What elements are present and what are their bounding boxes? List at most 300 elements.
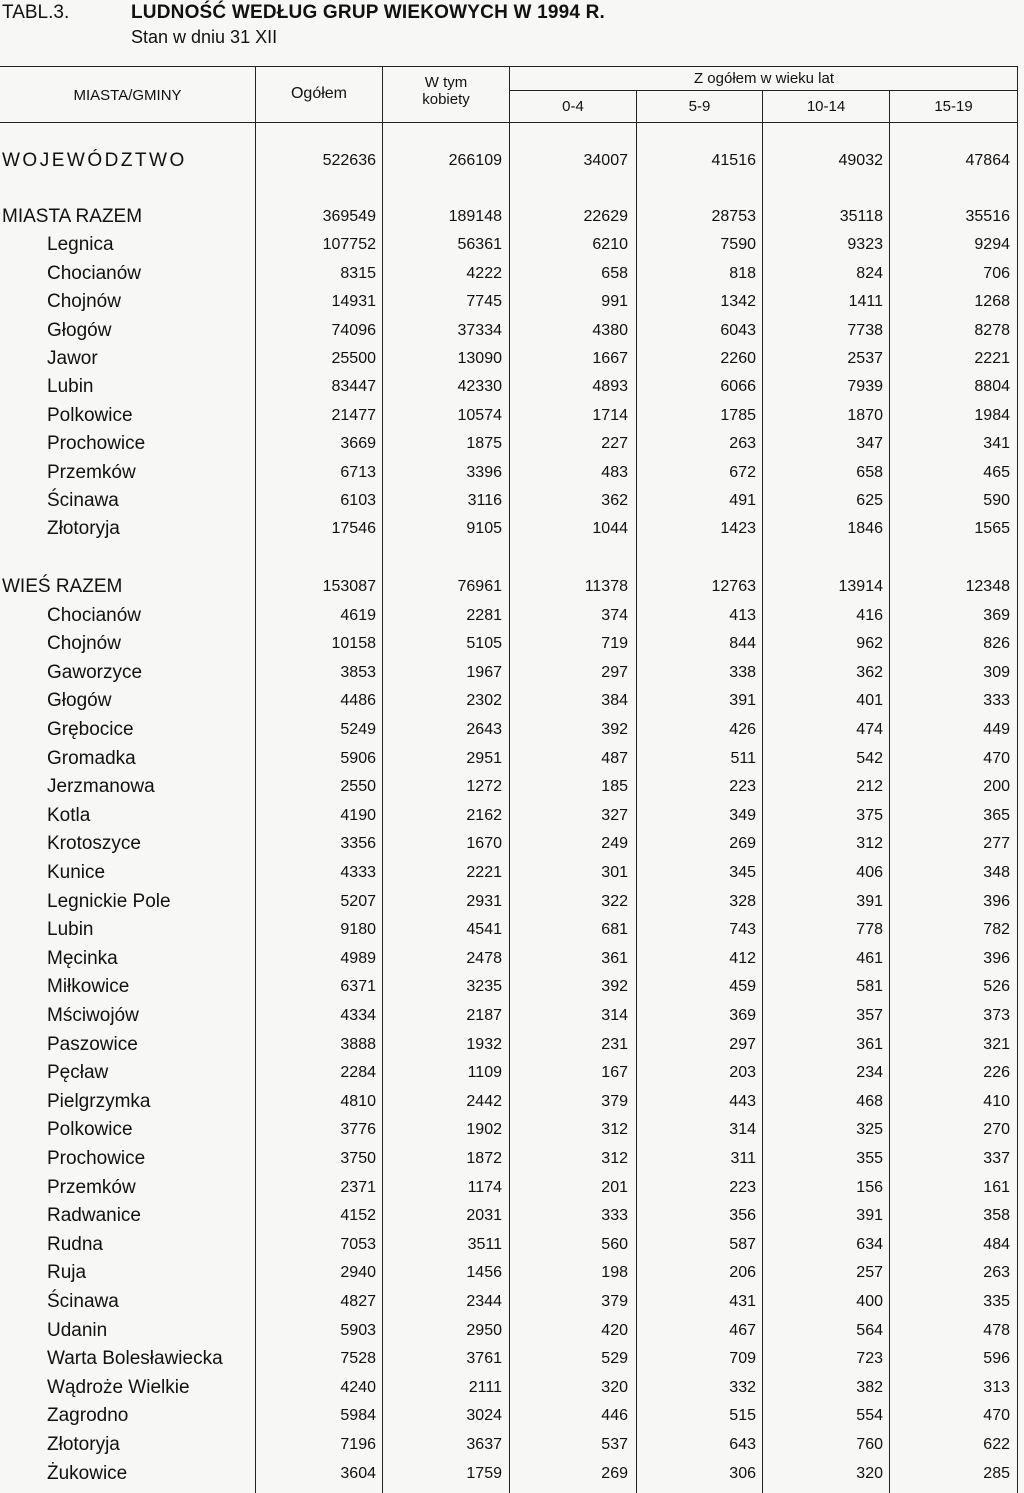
row-value: 384 [601,692,628,710]
row-value: 47864 [965,152,1010,169]
row-value: 7590 [720,236,756,254]
header-age-5-9: 5-9 [688,98,711,115]
row-value: 312 [601,1121,628,1139]
row-value: 491 [729,492,756,509]
row-value: 590 [983,492,1010,509]
row-value: 581 [856,978,883,996]
row-name: Pielgrzymka [47,1090,151,1112]
table-row [0,1117,1018,1145]
row-value: 335 [983,1293,1010,1310]
row-value: 529 [601,1350,628,1368]
row-value: 320 [856,1464,883,1482]
row-value: 2284 [340,1064,376,1082]
row-value: 200 [983,778,1010,796]
table-row [0,1461,1018,1489]
row-value: 4893 [592,378,628,396]
row-value: 355 [856,1150,883,1167]
row-value: 391 [729,692,756,710]
row-value: 379 [601,1293,628,1310]
row-value: 37334 [457,321,502,339]
row-value: 223 [729,1178,756,1196]
row-value: 413 [729,606,756,624]
row-name: Złotoryja [47,518,120,540]
row-value: 25500 [331,350,376,367]
row-value: 21477 [331,406,376,424]
row-name: Prochowice [47,433,146,455]
row-name: Lubin [47,376,94,398]
row-value: 1875 [466,435,502,453]
table-row [0,917,1018,945]
row-value: 4380 [592,321,628,339]
row-value: 185 [601,778,628,796]
row-value: 449 [983,721,1010,738]
row-value: 824 [856,264,883,282]
row-value: 634 [856,1235,883,1253]
table-row [0,774,1018,802]
row-value: 3356 [340,835,376,853]
table-row [0,1432,1018,1460]
row-value: 13090 [457,350,502,367]
row-value: 2537 [847,350,883,367]
row-value: 484 [983,1235,1010,1253]
row-value: 2950 [466,1321,502,1339]
row-name: Radwanice [47,1205,141,1227]
row-value: 1714 [592,406,628,424]
table-row [0,1032,1018,1060]
row-value: 743 [729,921,756,939]
row-value: 189148 [448,208,502,225]
row-value: 643 [729,1436,756,1453]
row-value: 4810 [340,1092,376,1110]
row-value: 1423 [720,520,756,538]
row-value: 9180 [340,921,376,939]
row-value: 2371 [340,1178,376,1196]
row-value: 2344 [466,1293,502,1310]
row-value: 426 [729,721,756,738]
row-value: 1932 [466,1035,502,1053]
row-value: 349 [729,806,756,824]
row-value: 7738 [847,321,883,339]
row-name: Jawor [47,348,98,369]
row-value: 844 [729,635,756,653]
row-value: 277 [983,835,1010,853]
table-total-row [0,148,1018,176]
row-value: 9294 [974,236,1010,254]
table-row [0,803,1018,831]
row-value: 357 [856,1007,883,1024]
row-value: 306 [729,1464,756,1482]
row-value: 470 [983,749,1010,767]
row-value: 297 [601,663,628,681]
row-name: Męcinka [47,947,118,969]
row-value: 156 [856,1178,883,1196]
header-age-0-4: 0-4 [562,98,584,115]
row-value: 1411 [848,293,883,311]
table-row [0,631,1018,659]
row-value: 392 [601,721,628,738]
row-value: 3396 [466,463,502,481]
header-women: W tym kobiety [422,74,470,108]
row-value: 2442 [466,1092,502,1110]
row-value: 511 [730,749,756,767]
row-value: 382 [856,1378,883,1396]
row-value: 42330 [457,378,502,396]
row-name: Polkowice [47,1119,133,1141]
row-name: Jerzmanowa [47,776,155,798]
row-value: 3637 [466,1436,502,1453]
row-value: 361 [601,949,628,967]
header-name: MIASTA/GMINY [73,87,182,104]
row-value: 107752 [322,236,376,254]
row-value: 17546 [331,520,376,538]
row-value: 658 [601,264,628,282]
row-name: Gromadka [47,747,136,769]
row-name: Lubin [47,919,94,941]
row-value: 1872 [466,1150,502,1167]
row-value: 5903 [340,1321,376,1339]
row-name: Żukowice [47,1462,128,1484]
row-value: 74096 [331,321,376,339]
row-value: 1670 [466,835,502,853]
row-value: 269 [729,835,756,853]
row-value: 356 [729,1207,756,1225]
row-value: 14931 [331,293,376,311]
table-row [0,403,1018,431]
row-value: 587 [729,1235,756,1253]
row-value: 4222 [466,264,502,282]
row-value: 373 [983,1007,1010,1024]
row-value: 1902 [466,1121,502,1139]
row-value: 312 [856,835,883,853]
row-value: 4334 [340,1007,376,1024]
row-value: 5105 [466,635,502,653]
row-value: 227 [601,435,628,453]
row-value: 478 [983,1321,1010,1339]
row-value: 369549 [322,208,376,225]
row-value: 554 [856,1407,883,1425]
table-row [0,1403,1018,1431]
row-value: 7196 [340,1436,376,1453]
row-value: 1870 [847,406,883,424]
row-value: 309 [983,663,1010,681]
row-value: 257 [856,1264,883,1282]
row-value: 263 [983,1264,1010,1282]
row-name: Pęcław [47,1062,109,1084]
table-row [0,516,1018,544]
row-name: Warta Bolesławiecka [47,1348,223,1370]
table-total-row [0,574,1018,602]
row-name: Rudna [47,1233,103,1255]
table-number: TABL.3. [2,2,70,23]
row-value: 12348 [965,578,1010,595]
table-subtitle: Stan w dniu 31 XII [131,27,278,47]
row-value: 596 [983,1350,1010,1368]
row-value: 2478 [466,949,502,967]
table-row [0,1089,1018,1117]
row-name: Ścinawa [47,1291,119,1312]
table-row [0,1232,1018,1260]
row-name: Głogów [47,319,112,341]
row-name: Głogów [47,690,112,712]
row-value: 782 [983,921,1010,939]
row-name: Polkowice [47,404,133,426]
row-value: 2940 [340,1264,376,1282]
row-value: 465 [983,463,1010,481]
row-value: 365 [983,806,1010,824]
row-name: Mściwojów [47,1005,139,1026]
row-value: 76961 [457,578,502,595]
row-value: 362 [856,663,883,681]
row-value: 658 [856,463,883,481]
row-value: 5984 [340,1407,376,1425]
row-value: 6103 [340,492,376,509]
row-value: 564 [856,1321,883,1339]
row-name: Przemków [47,1176,136,1198]
row-value: 35118 [839,208,883,225]
row-name: Chojnów [47,633,121,655]
row-name: Legnica [47,234,114,256]
row-value: 3750 [340,1150,376,1167]
row-value: 1342 [720,293,756,311]
row-value: 483 [601,463,628,481]
row-value: 10158 [331,635,376,653]
table-row [0,1346,1018,1374]
row-value: 234 [856,1064,883,1082]
row-value: 826 [983,635,1010,653]
row-value: 22629 [583,208,628,225]
row-value: 1759 [466,1464,502,1482]
row-value: 468 [856,1092,883,1110]
row-value: 2302 [466,692,502,710]
row-value: 401 [856,692,883,710]
row-value: 622 [983,1436,1010,1453]
row-value: 1268 [974,293,1010,311]
row-value: 515 [729,1407,756,1425]
row-value: 3776 [340,1121,376,1139]
row-value: 1846 [847,520,883,538]
table-row [0,1146,1018,1174]
row-value: 270 [983,1121,1010,1139]
row-value: 332 [729,1378,756,1396]
row-name: Kotla [47,804,91,826]
row-value: 325 [856,1121,883,1139]
row-value: 542 [856,749,883,767]
row-value: 443 [729,1092,756,1110]
row-value: 391 [856,1207,883,1225]
row-value: 9105 [466,520,502,538]
row-value: 7528 [340,1350,376,1368]
row-value: 4541 [466,921,502,939]
row-name: Krotoszyce [47,833,141,855]
row-value: 2550 [340,778,376,796]
row-value: 420 [601,1321,628,1339]
table-row [0,232,1018,260]
row-value: 2643 [466,721,502,738]
table-row [0,1175,1018,1203]
row-name: Miłkowice [47,976,130,998]
row-value: 1967 [466,663,502,681]
table-row [0,431,1018,459]
table-row [0,1003,1018,1031]
row-value: 3235 [466,978,502,996]
row-value: 206 [729,1264,756,1282]
row-value: 1044 [592,520,628,538]
row-value: 446 [601,1407,628,1425]
row-value: 361 [856,1035,883,1053]
row-value: 249 [601,835,628,853]
row-value: 2951 [466,749,502,767]
row-value: 28753 [711,208,756,225]
row-value: 4989 [340,949,376,967]
row-value: 297 [729,1035,756,1053]
row-value: 328 [729,892,756,910]
row-value: 410 [983,1092,1010,1110]
row-value: 778 [856,921,883,939]
row-value: 1565 [974,520,1010,538]
row-value: 431 [729,1293,756,1310]
row-value: 348 [983,864,1010,881]
row-name: Złotoryja [47,1434,120,1455]
row-value: 11378 [584,578,628,595]
row-value: 7745 [466,293,502,311]
row-name: Ścinawa [47,490,119,511]
table-row [0,1375,1018,1403]
table-row [0,460,1018,488]
row-value: 13914 [838,578,883,595]
row-value: 4190 [340,806,376,824]
row-value: 345 [729,864,756,881]
row-name: Chocianów [47,604,141,626]
row-value: 8315 [340,264,376,282]
row-value: 3024 [466,1407,502,1425]
row-value: 459 [729,978,756,996]
row-value: 1174 [467,1178,502,1196]
row-value: 379 [601,1092,628,1110]
row-value: 719 [601,635,628,653]
row-value: 301 [601,864,628,881]
row-value: 269 [601,1464,628,1482]
row-name: WOJEWÓDZTWO [2,150,187,171]
header-age-10-14: 10-14 [806,98,846,115]
table-row [0,860,1018,888]
row-name: Paszowice [47,1033,138,1055]
row-value: 338 [729,663,756,681]
row-value: 5207 [340,892,376,910]
row-value: 2281 [466,606,502,624]
row-value: 470 [983,1407,1010,1425]
row-value: 3511 [467,1235,502,1253]
row-value: 1456 [466,1264,502,1282]
row-value: 312 [601,1150,628,1167]
row-value: 1109 [467,1064,502,1082]
row-value: 474 [856,721,883,738]
row-value: 391 [856,892,883,910]
row-value: 1785 [720,406,756,424]
row-value: 167 [601,1064,628,1082]
row-value: 467 [729,1321,756,1339]
row-value: 2931 [466,892,502,910]
row-value: 537 [601,1436,628,1453]
row-value: 4827 [340,1293,376,1310]
header-age-15-19: 15-19 [934,98,973,115]
header-age-group: Z ogółem w wieku lat [693,70,835,87]
row-value: 2221 [974,350,1010,367]
table-row [0,831,1018,859]
table-row [0,1318,1018,1346]
row-value: 223 [729,778,756,796]
row-name: Legnickie Pole [47,890,171,912]
row-value: 41516 [711,152,756,169]
row-value: 560 [601,1235,628,1253]
row-value: 3604 [340,1464,376,1482]
row-value: 311 [730,1150,756,1167]
row-name: Grębocice [47,719,134,740]
row-value: 6066 [720,378,756,396]
row-value: 337 [983,1150,1010,1167]
row-name: Kunice [47,862,106,883]
row-value: 4486 [340,692,376,710]
row-value: 406 [856,864,883,881]
table-row [0,1203,1018,1231]
row-value: 706 [983,264,1010,282]
row-value: 392 [601,978,628,996]
row-value: 2260 [720,350,756,367]
row-value: 5906 [340,749,376,767]
table-row [0,889,1018,917]
row-value: 3116 [467,492,502,509]
row-value: 9323 [847,236,883,254]
table-row [0,261,1018,289]
row-value: 487 [601,749,628,767]
row-value: 461 [856,949,883,967]
row-value: 327 [601,806,628,824]
row-value: 3669 [340,435,376,453]
row-value: 991 [601,293,628,311]
table-row [0,946,1018,974]
row-value: 760 [856,1436,883,1453]
row-value: 153087 [322,578,376,595]
table-row [0,717,1018,745]
rule-age-group [510,90,1018,91]
row-name: Ruja [47,1262,87,1284]
row-value: 285 [983,1464,1010,1482]
row-value: 396 [983,892,1010,910]
row-value: 226 [983,1064,1010,1082]
row-value: 672 [729,463,756,481]
row-value: 818 [729,264,756,282]
row-value: 526 [983,978,1010,996]
table-title: LUDNOŚĆ WEDŁUG GRUP WIEKOWYCH W 1994 R. [131,2,606,23]
row-value: 314 [601,1007,628,1024]
row-value: 522636 [322,152,376,169]
row-value: 412 [729,949,756,967]
row-value: 1667 [592,350,628,367]
row-value: 347 [856,435,883,453]
table-row [0,1260,1018,1288]
row-value: 8804 [974,378,1010,396]
table-row [0,974,1018,1002]
row-value: 341 [983,435,1010,453]
row-name: Zagrodno [47,1405,129,1427]
row-value: 723 [856,1350,883,1368]
row-value: 201 [601,1178,628,1196]
row-value: 2162 [466,806,502,824]
row-value: 4152 [340,1207,376,1225]
row-value: 321 [983,1035,1010,1053]
row-value: 7939 [847,378,883,396]
table-row [0,1060,1018,1088]
row-value: 12763 [711,578,756,595]
